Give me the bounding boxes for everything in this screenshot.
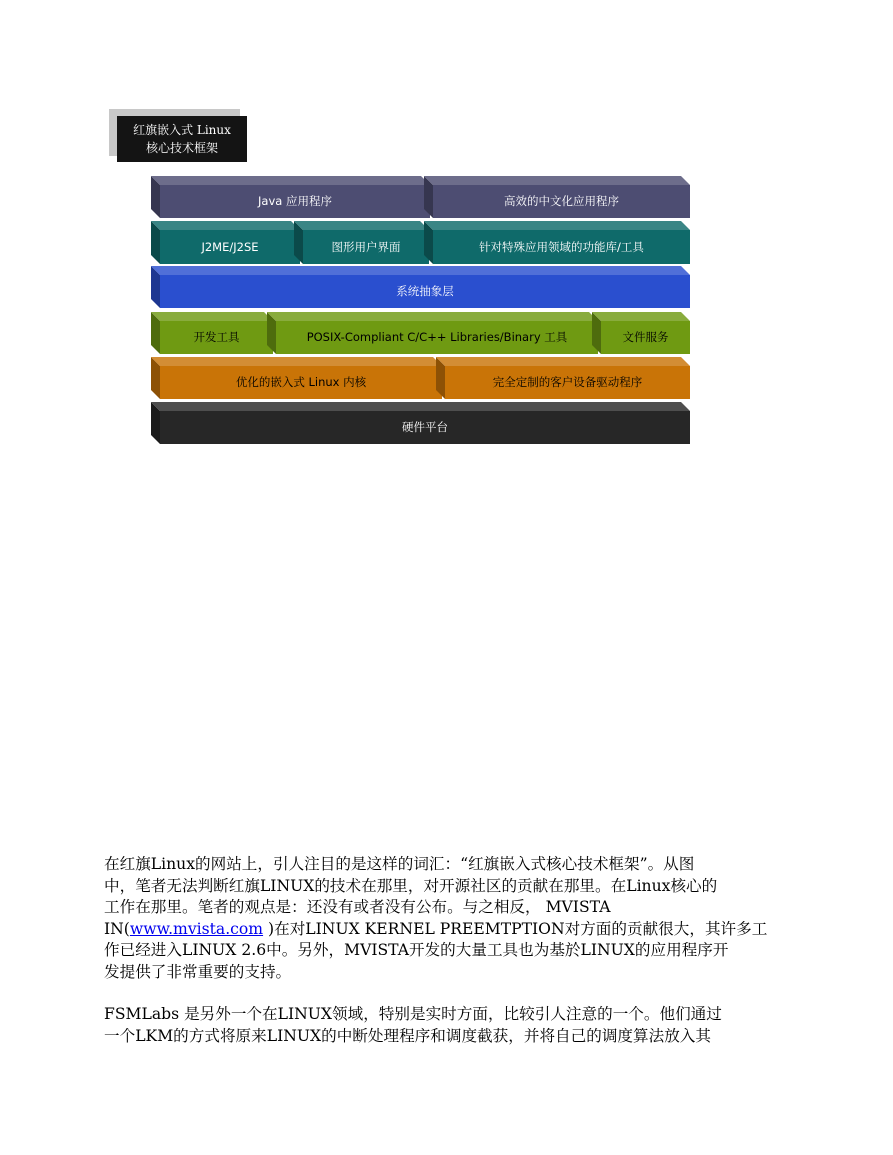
block-device-drivers: [436, 357, 690, 399]
block-hardware-platform: [151, 402, 690, 444]
text-line: 发提供了非常重要的支持。: [104, 962, 292, 981]
block-label: Java 应用程序: [258, 194, 332, 208]
text-line: 工作在那里。笔者的观点是：还没有或者没有公布。与之相反， MVISTA: [104, 898, 611, 916]
text-line: 中，笔者无法判断红旗LINUX的技术在那里，对开源社区的贡献在那里。在Linux核心的: [104, 876, 718, 895]
block-posix-libs: [267, 312, 598, 354]
text-line: 一个LKM的方式将原来LINUX的中断处理程序和调度截获，并将自己的调度算法放入其: [104, 1026, 711, 1045]
paragraph-redflag: [104, 854, 784, 983]
block-file-services: [592, 312, 690, 354]
block-label: POSIX-Compliant C/C++ Libraries/Binary 工具: [306, 330, 568, 344]
block-dev-tools: [151, 312, 273, 354]
mvista-link[interactable]: www.mvista.com: [129, 919, 264, 938]
block-domain-libs: [424, 221, 690, 264]
diagram-title-box: [117, 116, 247, 162]
text-fragment: IN(: [104, 919, 130, 938]
block-label: 图形用户界面: [331, 239, 401, 254]
block-linux-kernel: [151, 357, 442, 399]
diagram-title-line2: 核心技术框架: [145, 141, 218, 155]
paragraph-fsmlabs: [104, 1004, 784, 1047]
text-line: FSMLabs 是另外一个在LINUX领域，特别是实时方面，比较引人注意的一个。他们通过: [104, 1005, 722, 1023]
block-label: 优化的嵌入式 Linux 内核: [235, 375, 367, 389]
block-label: 针对特殊应用领域的功能库/工具: [479, 239, 644, 254]
block-chinese-apps: [424, 176, 690, 218]
block-j2me-j2se: [151, 221, 300, 264]
diagram-title-line1: 红旗嵌入式 Linux: [133, 123, 231, 137]
block-label: 完全定制的客户设备驱动程序: [492, 375, 643, 389]
block-label: 高效的中文化应用程序: [504, 194, 619, 208]
text-fragment: )在对LINUX KERNEL PREEMTPTION对方面的贡献很大，其许多工: [263, 919, 768, 938]
block-label: J2ME/J2SE: [201, 239, 259, 254]
text-line: 在红旗Linux的网站上，引人注目的是这样的词汇：“红旗嵌入式核心技术框架”。从图: [104, 855, 695, 873]
text-line: [104, 919, 784, 941]
block-gui: [294, 221, 429, 264]
block-label: 系统抽象层: [396, 284, 454, 298]
block-system-abstraction: [151, 266, 690, 308]
text-line: 作已经进入LINUX 2.6中。另外，MVISTA开发的大量工具也为基於LINUX的应用程序开: [104, 941, 729, 959]
block-label: 开发工具: [193, 330, 240, 344]
block-label: 文件服务: [622, 330, 669, 344]
block-label: 硬件平台: [402, 420, 448, 434]
block-java-apps: [151, 176, 430, 218]
